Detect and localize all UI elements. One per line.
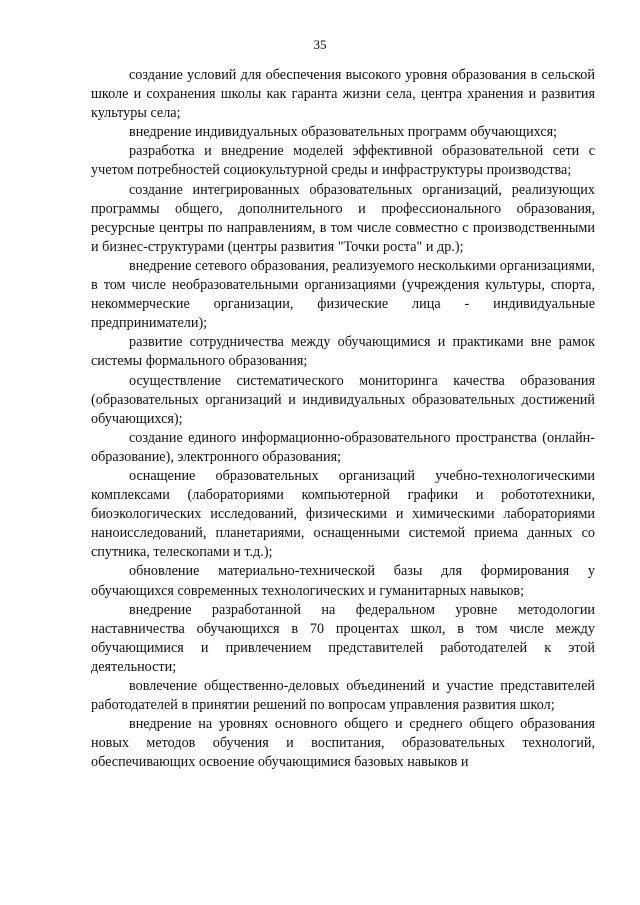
- page-number: 35: [313, 37, 327, 52]
- paragraph: создание интегрированных образовательных организаций, реализующих программы общего, дополнительного и профессионального образования, ресурсные центры по направлениям, в том числе совместно с производственными и бизнес-структурами (центры развития "Точки роста" и др.);: [91, 181, 595, 255]
- paragraph: развитие сотрудничества между обучающимися и практиками вне рамок системы формального образования;: [91, 334, 595, 370]
- paragraph: создание условий для обеспечения высокого уровня образования в сельской школе и сохранения школы как гаранта жизни села, центра хранения и развития культуры села;: [91, 67, 595, 122]
- paragraph: внедрение разработанной на федеральном уровне методологии наставничества обучающихся в 70 процентах школ, в том числе между обучающимися и привлечением представителей работодателей к этой деятельности;: [91, 601, 595, 675]
- paragraph: внедрение сетевого образования, реализуемого несколькими организациями, в том числе необразовательными организациями (учреждения культуры, спорта, некоммерческие организации, физические лица - индивидуальные предприниматели);: [91, 257, 595, 332]
- paragraph: обновление материально-технической базы для формирования у обучающихся современных технологических и гуманитарных навыков;: [91, 563, 595, 599]
- paragraph: внедрение индивидуальных образовательных программ обучающихся;: [129, 124, 558, 141]
- paragraph: создание единого информационно-образовательного пространства (онлайн-образование), электронного образования;: [91, 429, 595, 465]
- paragraph: вовлечение общественно-деловых объединений и участие представителей работодателей в принятии решений по вопросам управления развития школ;: [91, 678, 595, 714]
- paragraph: разработка и внедрение моделей эффективной образовательной сети с учетом потребностей социокультурной среды и инфраструктуры производства;: [91, 143, 595, 179]
- paragraph: оснащение образовательных организаций учебно-технологическими комплексами (лабораториями компьютерной графики и робототехники, биоэкологических исследований, физическими и химическими лабораториями наноисследований, планетариями, оснащенными системой приема данных со спутника, телескопами и т.д.);: [91, 467, 595, 561]
- paragraph: осуществление систематического мониторинга качества образования (образовательных организаций и индивидуальных образовательных достижений обучающихся);: [91, 372, 595, 427]
- paragraph: внедрение на уровнях основного общего и среднего общего образования новых методов обучения и воспитания, образовательных технологий, обеспечивающих освоение обучающимися базовых навыков и: [91, 716, 595, 771]
- document-body: [91, 66, 595, 772]
